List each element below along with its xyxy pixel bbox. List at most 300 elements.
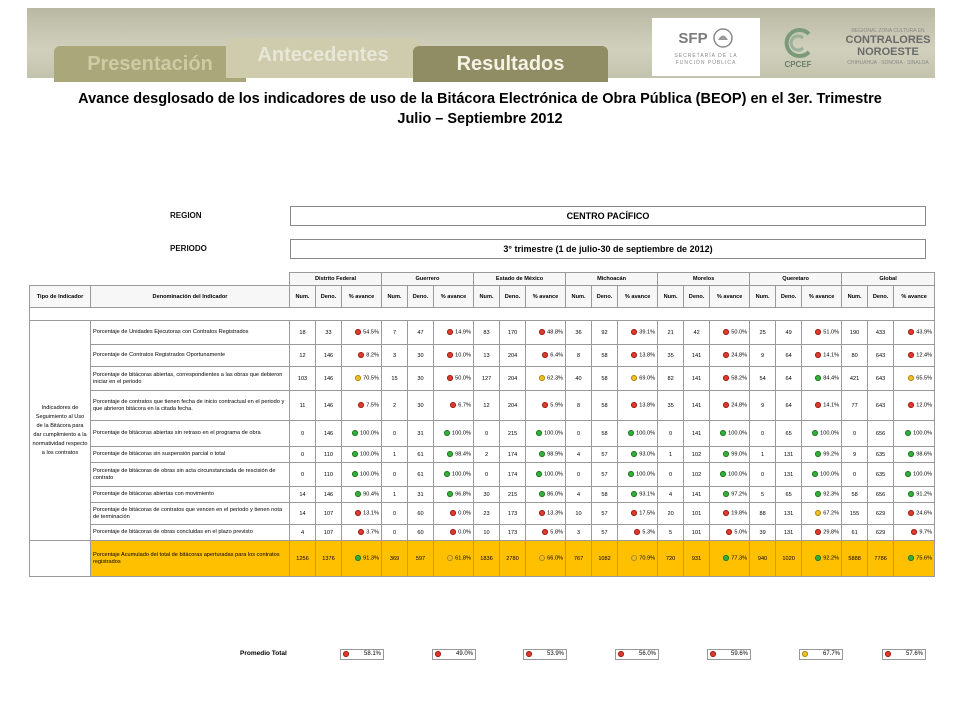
- cell-num: 103: [290, 367, 316, 391]
- cell-deno: 131: [776, 463, 802, 487]
- alert-status-icon: [723, 329, 729, 335]
- cell-deno: 30: [408, 391, 434, 421]
- check-status-icon: [444, 430, 450, 436]
- promedio-text: 67.7%: [822, 651, 840, 657]
- page-title: [20, 89, 940, 129]
- avance-value: 24.8%: [731, 352, 748, 359]
- check-status-icon: [444, 471, 450, 477]
- promedio-value: [799, 649, 843, 660]
- table-row: [30, 463, 935, 487]
- cell-avance: [434, 367, 474, 391]
- warning-status-icon: [355, 375, 361, 381]
- cell-avance: [526, 421, 566, 447]
- cell-deno: 47: [408, 321, 434, 345]
- avance-value: 54.5%: [363, 329, 379, 336]
- warning-status-icon: [539, 555, 545, 561]
- cell-num: 10: [474, 525, 500, 541]
- table-row: [30, 421, 935, 447]
- alert-status-icon: [908, 402, 914, 408]
- alert-status-icon: [726, 529, 732, 535]
- cell-deno: 65: [776, 421, 802, 447]
- cell-num: 0: [842, 463, 868, 487]
- check-status-icon: [815, 491, 821, 497]
- indicator-name: Porcentaje de bitácoras abiertas, correspondientes a las obras que debieron iniciar en el periodo: [91, 367, 290, 391]
- cell-avance: [526, 541, 566, 577]
- cell-avance: [710, 345, 750, 367]
- avance-value: 9.7%: [919, 529, 933, 536]
- warning-status-icon: [802, 651, 808, 657]
- avance-value: 19.8%: [731, 510, 748, 517]
- avance-value: 100.0%: [360, 430, 379, 437]
- avance-value: 70.5%: [363, 375, 379, 382]
- cell-deno: 57: [592, 463, 618, 487]
- alert-status-icon: [358, 402, 364, 408]
- promedio-text: 57.6%: [905, 651, 923, 657]
- cell-avance: [710, 487, 750, 503]
- avance-value: 6.4%: [550, 352, 564, 359]
- cn-logo-big1: CONTRALORES: [845, 34, 931, 46]
- avance-value: 5.9%: [550, 402, 564, 409]
- cell-num: 4: [290, 525, 316, 541]
- warning-status-icon: [815, 510, 821, 516]
- avance-value: 100.0%: [360, 451, 379, 458]
- alert-status-icon: [542, 402, 548, 408]
- cell-num: 14: [290, 487, 316, 503]
- cell-avance: [802, 447, 842, 463]
- alert-status-icon: [908, 352, 914, 358]
- cell-deno: 635: [868, 447, 894, 463]
- avance-value: 67.2%: [823, 510, 840, 517]
- subheader-avance: % avance: [434, 286, 474, 308]
- avance-value: 8.2%: [366, 352, 379, 359]
- cell-avance: [526, 487, 566, 503]
- cell-avance: [342, 487, 382, 503]
- cell-avance: [618, 447, 658, 463]
- cell-deno: 101: [684, 525, 710, 541]
- subheader-avance: % avance: [802, 286, 842, 308]
- cell-num: 0: [474, 463, 500, 487]
- alert-status-icon: [710, 651, 716, 657]
- avance-value: 98.9%: [547, 451, 564, 458]
- cell-avance: [526, 503, 566, 525]
- cell-deno: 174: [500, 463, 526, 487]
- avance-value: 14.1%: [823, 352, 840, 359]
- avance-value: 65.5%: [916, 375, 933, 382]
- cell-deno: 433: [868, 321, 894, 345]
- cell-num: 9: [750, 345, 776, 367]
- cell-num: 77: [842, 391, 868, 421]
- avance-value: 100.0%: [913, 471, 933, 478]
- avance-value: 13.1%: [363, 510, 379, 517]
- cell-num: 83: [474, 321, 500, 345]
- avance-value: 12.0%: [916, 402, 933, 409]
- warning-status-icon: [908, 375, 914, 381]
- alert-status-icon: [885, 651, 891, 657]
- eagle-emblem-icon: [712, 27, 734, 49]
- cell-avance: [618, 321, 658, 345]
- cell-deno: 597: [408, 541, 434, 577]
- cell-deno: 64: [776, 391, 802, 421]
- avance-value: 100.0%: [820, 471, 840, 478]
- avance-value: 92.2%: [823, 555, 840, 562]
- cell-num: 0: [382, 525, 408, 541]
- indicators-table: [29, 272, 935, 577]
- cell-avance: [526, 525, 566, 541]
- promedio-value: [615, 649, 659, 660]
- alert-status-icon: [815, 352, 821, 358]
- cpcef-logo-text: CPCEF: [784, 59, 812, 69]
- page-title-line2: Julio – Septiembre 2012: [397, 111, 563, 127]
- subheader-num: Num.: [750, 286, 776, 308]
- cell-num: 3: [382, 345, 408, 367]
- check-status-icon: [539, 491, 545, 497]
- promedio-value: [523, 649, 567, 660]
- cell-deno: 173: [500, 525, 526, 541]
- cn-logo-big2: NOROESTE: [857, 46, 919, 58]
- avance-value: 77.3%: [731, 555, 748, 562]
- cell-num: 5: [750, 487, 776, 503]
- cell-num: 0: [842, 421, 868, 447]
- avance-value: 91.3%: [363, 555, 379, 562]
- cell-deno: 64: [776, 345, 802, 367]
- cell-avance: [618, 463, 658, 487]
- cell-deno: 215: [500, 421, 526, 447]
- col-denominacion-header: Denominación del Indicador: [91, 286, 290, 308]
- cell-deno: 92: [592, 321, 618, 345]
- cell-avance: [618, 391, 658, 421]
- cell-deno: 65: [776, 487, 802, 503]
- promedio-text: 59.6%: [730, 651, 748, 657]
- avance-value: 5.3%: [642, 529, 656, 536]
- cell-deno: 101: [684, 503, 710, 525]
- subheader-row: [30, 286, 935, 308]
- state-header: Queretaro: [750, 273, 842, 286]
- alert-status-icon: [358, 352, 364, 358]
- subheader-num: Num.: [382, 286, 408, 308]
- subheader-deno: Deno.: [868, 286, 894, 308]
- cell-avance: [434, 503, 474, 525]
- avance-value: 39.1%: [639, 329, 656, 336]
- cell-avance: [802, 367, 842, 391]
- cell-num: 61: [842, 525, 868, 541]
- cell-num: 0: [750, 463, 776, 487]
- avance-value: 10.0%: [455, 352, 472, 359]
- cell-num: 0: [566, 421, 592, 447]
- table-row: [30, 321, 935, 345]
- avance-value: 100.0%: [360, 471, 379, 478]
- promedio-value: [340, 649, 384, 660]
- cell-num: 9: [750, 391, 776, 421]
- indicator-name: Porcentaje de bitácoras de contratos que vencen en el periodo y tienen nota de terminación: [91, 503, 290, 525]
- avance-value: 75.6%: [916, 555, 933, 562]
- cell-deno: 656: [868, 487, 894, 503]
- subheader-deno: Deno.: [776, 286, 802, 308]
- check-status-icon: [628, 471, 634, 477]
- check-status-icon: [908, 555, 914, 561]
- cell-num: 0: [566, 463, 592, 487]
- cell-num: 13: [474, 345, 500, 367]
- avance-value: 98.6%: [916, 451, 933, 458]
- cell-deno: 57: [592, 525, 618, 541]
- cell-num: 80: [842, 345, 868, 367]
- sfp-logo-sub1: SECRETARÍA DE LA: [674, 53, 738, 59]
- tab-resultados[interactable]: Resultados: [413, 46, 608, 82]
- cell-avance: [342, 367, 382, 391]
- cell-deno: 58: [592, 391, 618, 421]
- alert-status-icon: [631, 402, 637, 408]
- alert-status-icon: [542, 529, 548, 535]
- cell-deno: 141: [684, 487, 710, 503]
- check-status-icon: [352, 451, 358, 457]
- cell-avance: [802, 391, 842, 421]
- check-status-icon: [812, 471, 818, 477]
- avance-value: 0.0%: [458, 529, 472, 536]
- table-row: [30, 525, 935, 541]
- cell-avance: [342, 503, 382, 525]
- page-title-line1: Avance desglosado de los indicadores de uso de la Bitácora Electrónica de Obra Pública (BEOP) en el 3er. Trimestre: [78, 91, 882, 107]
- avance-value: 13.3%: [547, 510, 564, 517]
- cell-deno: 141: [684, 367, 710, 391]
- cell-avance: [802, 345, 842, 367]
- cell-num: 1: [382, 447, 408, 463]
- cell-deno: 656: [868, 421, 894, 447]
- cell-avance: [526, 463, 566, 487]
- cell-avance: [802, 421, 842, 447]
- cell-deno: 2780: [500, 541, 526, 577]
- cell-num: 4: [566, 447, 592, 463]
- avance-value: 50.0%: [731, 329, 748, 336]
- alert-status-icon: [815, 402, 821, 408]
- avance-value: 99.0%: [731, 451, 748, 458]
- avance-value: 43.9%: [916, 329, 933, 336]
- cell-num: 5888: [842, 541, 868, 577]
- avance-value: 13.8%: [639, 352, 656, 359]
- table-row: [30, 367, 935, 391]
- subheader-deno: Deno.: [408, 286, 434, 308]
- cell-num: 4: [658, 487, 684, 503]
- avance-value: 90.4%: [363, 491, 379, 498]
- cell-avance: [618, 525, 658, 541]
- alert-status-icon: [447, 352, 453, 358]
- cell-num: 0: [658, 463, 684, 487]
- avance-value: 24.6%: [916, 510, 933, 517]
- states-header-row: [30, 273, 935, 286]
- cell-avance: [434, 321, 474, 345]
- cell-avance: [618, 541, 658, 577]
- avance-value: 100.0%: [913, 430, 933, 437]
- cell-num: 1256: [290, 541, 316, 577]
- cell-avance: [342, 421, 382, 447]
- cell-deno: 204: [500, 345, 526, 367]
- avance-value: 100.0%: [452, 471, 472, 478]
- alert-status-icon: [447, 329, 453, 335]
- alert-status-icon: [723, 510, 729, 516]
- table-row: [30, 487, 935, 503]
- cell-num: 1836: [474, 541, 500, 577]
- cell-num: 0: [474, 421, 500, 447]
- cell-num: 58: [842, 487, 868, 503]
- tab-antecedentes[interactable]: Antecedentes: [226, 38, 420, 78]
- cell-num: 0: [382, 421, 408, 447]
- promedio-text: 56.0%: [638, 651, 656, 657]
- avance-value: 86.0%: [547, 491, 564, 498]
- subheader-num: Num.: [474, 286, 500, 308]
- cell-avance: [894, 421, 935, 447]
- subheader-avance: % avance: [894, 286, 935, 308]
- alert-status-icon: [539, 510, 545, 516]
- cn-logo-small: REGIONAL ZONA CULTURA EN: [851, 28, 925, 34]
- promedio-text: 49.0%: [455, 651, 473, 657]
- avance-value: 69.0%: [639, 375, 656, 382]
- cell-avance: [526, 447, 566, 463]
- cell-avance: [894, 525, 935, 541]
- alert-status-icon: [450, 510, 456, 516]
- avance-value: 14.9%: [455, 329, 472, 336]
- cell-avance: [710, 421, 750, 447]
- cell-num: 0: [290, 447, 316, 463]
- alert-status-icon: [618, 651, 624, 657]
- cell-num: 1: [750, 447, 776, 463]
- subheader-deno: Deno.: [592, 286, 618, 308]
- cell-num: 369: [382, 541, 408, 577]
- check-status-icon: [812, 430, 818, 436]
- avance-value: 48.8%: [547, 329, 564, 336]
- avance-value: 24.8%: [731, 402, 748, 409]
- cell-deno: 61: [408, 447, 434, 463]
- alert-status-icon: [539, 329, 545, 335]
- cell-deno: 173: [500, 503, 526, 525]
- accumulated-indicator-name: Porcentaje Acumulado del total de bitácoras aperturadas para los contratos registrados: [91, 541, 290, 577]
- check-status-icon: [723, 555, 729, 561]
- cell-avance: [710, 447, 750, 463]
- cell-num: 40: [566, 367, 592, 391]
- subheader-deno: Deno.: [316, 286, 342, 308]
- cell-num: 35: [658, 345, 684, 367]
- cell-num: 18: [290, 321, 316, 345]
- subheader-avance: % avance: [526, 286, 566, 308]
- alert-status-icon: [450, 402, 456, 408]
- cell-avance: [342, 525, 382, 541]
- accumulated-blank: [30, 541, 91, 577]
- cell-avance: [434, 391, 474, 421]
- contralores-noroeste-logo: [846, 18, 930, 76]
- cell-num: 1: [382, 487, 408, 503]
- indicator-name: Porcentaje de Contratos Registrados Oportunamente: [91, 345, 290, 367]
- cell-avance: [342, 541, 382, 577]
- alert-status-icon: [631, 510, 637, 516]
- cell-deno: 141: [684, 345, 710, 367]
- check-status-icon: [631, 451, 637, 457]
- cell-num: 54: [750, 367, 776, 391]
- warning-status-icon: [631, 375, 637, 381]
- periodo-value: 3° trimestre (1 de julio-30 de septiembre de 2012): [290, 239, 926, 259]
- sfp-logo-sub2: FUNCIÓN PÚBLICA: [675, 60, 737, 66]
- cell-num: 8: [566, 391, 592, 421]
- cell-num: 2: [474, 447, 500, 463]
- cell-deno: 30: [408, 345, 434, 367]
- cell-avance: [618, 487, 658, 503]
- avance-value: 100.0%: [544, 471, 564, 478]
- avance-value: 62.3%: [547, 375, 564, 382]
- cell-avance: [710, 321, 750, 345]
- cell-num: 720: [658, 541, 684, 577]
- check-status-icon: [628, 430, 634, 436]
- table-row: [30, 447, 935, 463]
- avance-value: 100.0%: [636, 471, 656, 478]
- cell-num: 421: [842, 367, 868, 391]
- avance-value: 100.0%: [820, 430, 840, 437]
- cell-avance: [618, 367, 658, 391]
- cell-deno: 64: [776, 367, 802, 391]
- region-value: CENTRO PACÍFICO: [290, 206, 926, 226]
- sfp-logo: [652, 18, 760, 76]
- cell-avance: [618, 421, 658, 447]
- cell-num: 36: [566, 321, 592, 345]
- cell-num: 12: [474, 391, 500, 421]
- cell-avance: [894, 487, 935, 503]
- subheader-num: Num.: [658, 286, 684, 308]
- cell-avance: [526, 367, 566, 391]
- avance-value: 12.4%: [916, 352, 933, 359]
- check-status-icon: [720, 471, 726, 477]
- cell-deno: 31: [408, 421, 434, 447]
- check-status-icon: [447, 451, 453, 457]
- state-header: Global: [842, 273, 935, 286]
- alert-status-icon: [723, 375, 729, 381]
- cell-num: 20: [658, 503, 684, 525]
- check-status-icon: [908, 491, 914, 497]
- region-label: REGION: [170, 211, 202, 220]
- cell-avance: [894, 321, 935, 345]
- avance-value: 17.5%: [639, 510, 656, 517]
- cell-deno: 102: [684, 463, 710, 487]
- avance-value: 100.0%: [544, 430, 564, 437]
- cell-num: 82: [658, 367, 684, 391]
- cell-deno: 146: [316, 421, 342, 447]
- cell-deno: 58: [592, 367, 618, 391]
- cell-avance: [618, 345, 658, 367]
- table-row: [30, 503, 935, 525]
- alert-status-icon: [355, 510, 361, 516]
- cell-avance: [894, 391, 935, 421]
- check-status-icon: [352, 471, 358, 477]
- indicator-name: Porcentaje de contratos que tienen fecha de inicio contractual en el periodo y que abrieron bitácora en la citada fecha.: [91, 391, 290, 421]
- check-status-icon: [720, 430, 726, 436]
- alert-status-icon: [435, 651, 441, 657]
- cell-avance: [526, 345, 566, 367]
- promedio-value: [432, 649, 476, 660]
- check-status-icon: [536, 430, 542, 436]
- cell-deno: 643: [868, 391, 894, 421]
- cell-deno: 204: [500, 367, 526, 391]
- cell-deno: 1020: [776, 541, 802, 577]
- alert-status-icon: [355, 329, 361, 335]
- avance-value: 92.3%: [823, 491, 840, 498]
- indicator-name: Porcentaje de bitácoras de obras sin acta circunstanciada de rescisión de contrato: [91, 463, 290, 487]
- table-row: [30, 345, 935, 367]
- cell-num: 35: [658, 391, 684, 421]
- tab-presentacion[interactable]: Presentación: [54, 46, 246, 82]
- alert-status-icon: [723, 352, 729, 358]
- cell-deno: 102: [684, 447, 710, 463]
- cell-avance: [894, 541, 935, 577]
- avance-value: 100.0%: [452, 430, 472, 437]
- cell-num: 23: [474, 503, 500, 525]
- cell-avance: [434, 525, 474, 541]
- subheader-avance: % avance: [618, 286, 658, 308]
- cell-avance: [342, 391, 382, 421]
- alert-status-icon: [358, 529, 364, 535]
